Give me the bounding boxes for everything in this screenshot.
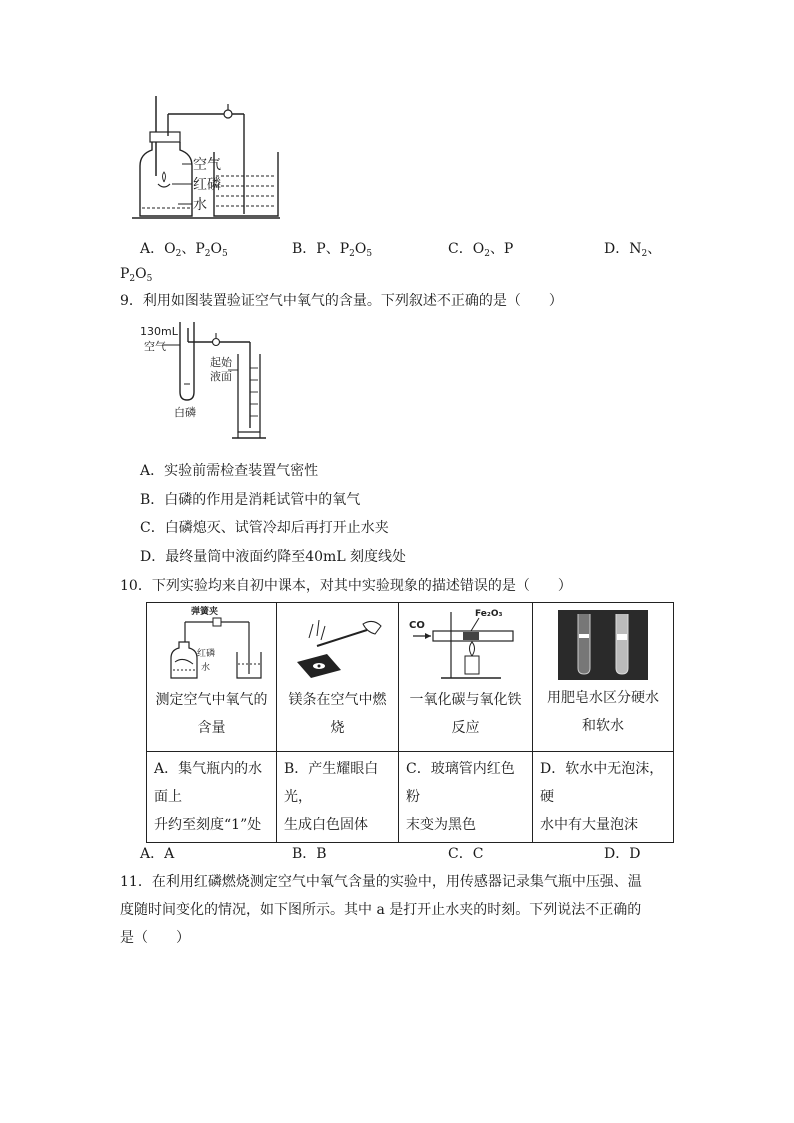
q10-description-d — [533, 752, 674, 843]
q10-cell-magnesium — [277, 603, 399, 752]
q10-desc-a-line1: A．集气瓶内的水 — [154, 761, 263, 777]
q10-desc-c-line1: C．玻璃管内红色 — [406, 761, 515, 777]
q10-description-a — [147, 752, 277, 843]
q11-stem-line2: 度随时间变化的情况，如下图所示。其中 a 是打开止水夹的时刻。下列说法不正确的 — [120, 902, 642, 918]
q10-desc-b-line1: B．产生耀眼白 — [284, 761, 379, 777]
q10-description-b — [277, 752, 399, 843]
q9-label-air: 空气 — [144, 340, 166, 353]
q8-option-a: A．$O_2$、$P_2O_5$ — [140, 241, 228, 259]
q10-desc-a-line2: 面上 — [154, 789, 182, 805]
q10-caption-4-line2: 和软水 — [582, 718, 624, 734]
q10-cell-soap-water — [533, 603, 674, 752]
q8-label-water: 水 — [193, 197, 207, 213]
q10-caption-4-line1: 用肥皂水区分硬水 — [547, 690, 659, 706]
q10-desc-d-line1: D．软水中无泡沫， — [540, 761, 664, 777]
q10-magnesium-image — [283, 604, 393, 682]
q9-label-start: 起始 — [210, 356, 232, 369]
q11-stem-line1: 11．在利用红磷燃烧测定空气中氧气含量的实验中，用传感器记录集气瓶中压强、温 — [120, 874, 642, 890]
q9-stem: 9．利用如图装置验证空气中氧气的含量。下列叙述不正确的是（ ） — [120, 293, 563, 309]
q8-option-d: D．$N_2$、 — [604, 241, 662, 259]
q9-option-d: D．最终量筒中液面约降至40mL 刻度线处 — [140, 549, 407, 565]
q10-co-reduction-image — [405, 604, 527, 682]
q10-desc-d-line2: 硬 — [540, 789, 554, 805]
q9-option-a: A．实验前需检查装置气密性 — [140, 463, 319, 479]
q8-label-air: 空气 — [193, 157, 221, 173]
q10-desc-c-line3: 末变为黑色 — [406, 817, 476, 833]
q8-option-b: B．P、$P_2O_5$ — [292, 241, 373, 259]
q10-caption-1-line1: 测定空气中氧气的 — [155, 692, 268, 708]
q10-caption-2-line1: 镁条在空气中燃 — [288, 692, 387, 708]
q10-label-fe2o3: Fe₂O₃ — [474, 609, 502, 619]
q10-desc-d-line3: 水中有大量泡沫 — [540, 817, 638, 833]
q8-option-d-wrap: $P_2O_5$ — [120, 266, 153, 284]
q10-oxygen-apparatus-image — [157, 604, 267, 682]
q10-caption-2-line2: 烧 — [330, 720, 345, 736]
q10-answer-c: C．C — [448, 846, 484, 862]
q10-caption-3-line2: 反应 — [451, 720, 480, 736]
q10-cell-co-fe2o3 — [399, 603, 533, 752]
q8-label-red-phosphorus: 红磷 — [193, 177, 221, 193]
q9-option-c: C．白磷熄灭、试管冷却后再打开止水夹 — [140, 520, 389, 536]
q10-stem: 10．下列实验均来自初中课本，对其中实验现象的描述错误的是（ ） — [120, 578, 572, 594]
q10-answer-d: D．D — [604, 846, 641, 862]
q10-answer-a: A．A — [140, 846, 175, 862]
q8-apparatus-figure — [132, 96, 282, 220]
q9-label-volume: 130mL — [140, 325, 178, 338]
q11-stem-line3: 是（ ） — [120, 930, 190, 946]
q10-label-red-phosphorus: 红磷 — [196, 649, 215, 659]
q10-caption-1-line2: 含量 — [197, 720, 226, 736]
q9-apparatus-figure — [140, 318, 272, 442]
q9-option-b: B．白磷的作用是消耗试管中的氧气 — [140, 492, 361, 508]
q10-desc-b-line2: 光， — [284, 789, 312, 805]
q10-test-tubes-photo — [558, 610, 648, 680]
q10-desc-b-line3: 生成白色固体 — [284, 817, 368, 833]
q10-caption-3-line1: 一氧化碳与氧化铁 — [409, 692, 522, 708]
q10-description-c — [399, 752, 533, 843]
q9-label-level: 液面 — [210, 370, 232, 383]
q10-desc-a-line3: 升约至刻度“1”处 — [154, 817, 262, 833]
q10-label-water: 水 — [200, 663, 210, 673]
q10-experiment-table — [146, 602, 674, 843]
q9-label-white-phosphorus: 白磷 — [174, 406, 196, 419]
q10-desc-c-line2: 粉 — [406, 789, 420, 805]
q10-label-clip: 弹簧夹 — [190, 607, 218, 617]
q8-option-c: C．$O_2$、P — [448, 241, 514, 259]
q10-cell-oxygen-content — [147, 603, 277, 752]
q10-answer-b: B．B — [292, 846, 327, 862]
q10-label-co: CO — [408, 620, 425, 631]
